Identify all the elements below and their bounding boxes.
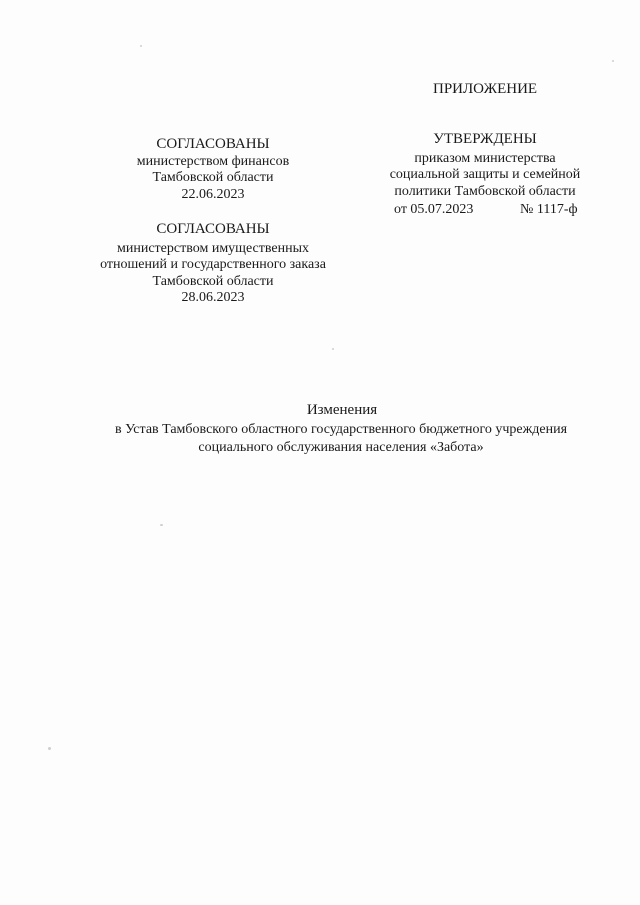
approved-line-3: политики Тамбовской области (394, 184, 576, 199)
scan-speck (48, 747, 51, 750)
scan-speck (160, 524, 163, 526)
approved-line-2: социальной защиты и семейной (389, 167, 581, 182)
agreed-2-line-2: отношений и государственного заказа (100, 257, 326, 272)
agreed-1-date: 22.06.2023 (181, 187, 245, 202)
agreed-2-line-3: Тамбовской области (152, 274, 274, 289)
agreed-1-line-2: Тамбовской области (152, 170, 274, 185)
agreed-1-line-1: министерством финансов (136, 154, 290, 169)
agreed-2-line-1: министерством имущественных (117, 241, 309, 256)
scan-speck (140, 45, 142, 47)
agreed-2-title: СОГЛАСОВАНЫ (156, 221, 270, 237)
agreed-1-title: СОГЛАСОВАНЫ (156, 136, 270, 152)
appendix-label: ПРИЛОЖЕНИЕ (433, 81, 538, 97)
approved-line-1: приказом министерства (414, 151, 556, 166)
scan-speck (332, 348, 334, 350)
approved-date: от 05.07.2023 (394, 202, 474, 217)
approved-number: № 1117-ф (520, 202, 578, 217)
approved-title: УТВЕРЖДЕНЫ (433, 131, 537, 147)
scan-speck (612, 60, 614, 62)
document-subtitle-line-1: в Устав Тамбовского областного государственного бюджетного учреждения (114, 422, 568, 437)
agreed-2-date: 28.06.2023 (181, 290, 245, 305)
document-subtitle-line-2: социального обслуживания населения «Забота» (198, 440, 484, 455)
document-title: Изменения (306, 402, 378, 418)
